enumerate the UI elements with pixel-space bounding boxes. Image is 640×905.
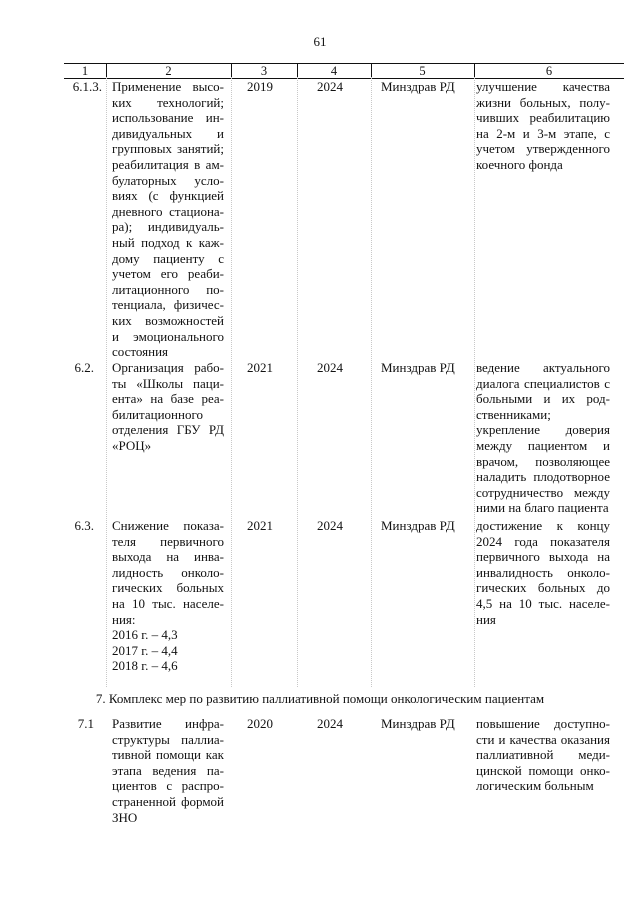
activity-line: использование ин-: [112, 110, 224, 126]
activity-line: циентов с распро-: [112, 778, 224, 794]
section-heading: 7. Комплекс мер по развитию паллиативной помощи онкологическим пациентам: [95, 691, 545, 706]
activity-line: реабилитация в ам-: [112, 156, 224, 172]
executor: Минздрав РД: [381, 716, 455, 731]
activity-line: литационного по-: [112, 281, 224, 297]
column-divider: [106, 77, 107, 687]
activity-line: выхода на инва-: [112, 549, 224, 565]
result-line: диалога специалистов с: [476, 375, 610, 391]
activity-line: и эмоционального: [112, 328, 224, 344]
result-line: паллиативной меди-: [476, 747, 610, 763]
activity-line: билитационного: [112, 406, 203, 422]
activity-line: ния:: [112, 611, 136, 627]
activity-line: отделения ГБУ РД: [112, 422, 224, 438]
start-year: 2021: [247, 360, 273, 375]
result-line: ними на благо пациента: [476, 500, 609, 516]
activity-line: булаторных усло-: [112, 172, 224, 188]
end-year: 2024: [317, 518, 343, 533]
activity-line: на 10 тыс. населе-: [112, 595, 224, 611]
activity-line: ких технологий;: [112, 94, 224, 110]
result-line: наладить плодотворное: [476, 469, 610, 485]
result-line: повышение доступно-: [476, 716, 610, 731]
activity-cell: [112, 716, 224, 825]
activity-line: тенциала, физичес-: [112, 297, 224, 313]
result-line: на 2-м и 3-м этапе, с: [476, 125, 610, 141]
activity-line: этапа ведения па-: [112, 762, 224, 778]
result-cell: [476, 360, 610, 516]
column-divider: [297, 77, 298, 687]
header-col-6: 6: [545, 64, 553, 78]
page-number: 61: [313, 34, 327, 49]
activity-line: дому пациенту с: [112, 250, 224, 266]
start-year: 2021: [247, 518, 273, 533]
activity-line: ких возможностей: [112, 312, 224, 328]
result-line: ственниками;: [476, 406, 551, 422]
end-year: 2024: [317, 79, 343, 94]
result-line: сти и качества оказания: [476, 731, 610, 747]
activity-line: гических больных: [112, 580, 224, 596]
header-col-2: 2: [106, 64, 232, 78]
executor: Минздрав РД: [381, 79, 455, 94]
activity-line: 2018 г. – 4,6: [112, 658, 178, 674]
executor: Минздрав РД: [381, 518, 455, 533]
activity-line: «РОЦ»: [112, 437, 152, 453]
header-col-3: 3: [231, 64, 298, 78]
result-line: ведение актуального: [476, 360, 610, 375]
result-line: 2024 года показателя: [476, 533, 610, 549]
result-line: логическим больным: [476, 778, 594, 794]
column-divider: [231, 77, 232, 687]
result-line: достижение к концу: [476, 518, 610, 533]
activity-line: страненной формой: [112, 793, 224, 809]
result-line: больными и их род-: [476, 391, 610, 407]
activity-line: виях (с функцией: [112, 188, 224, 204]
result-line: сотрудничество между: [476, 484, 610, 500]
end-year: 2024: [317, 360, 343, 375]
result-line: цинской помощи онко-: [476, 762, 610, 778]
start-year: 2020: [247, 716, 273, 731]
activity-line: ра); индивидуаль-: [112, 219, 224, 235]
activity-line: ты «Школы паци-: [112, 375, 224, 391]
row-number: 6.3.: [74, 518, 94, 533]
header-col-5: 5: [371, 64, 475, 78]
result-line: гических больных до: [476, 580, 610, 596]
result-line: врачом, позволяющее: [476, 453, 610, 469]
activity-line: состояния: [112, 344, 168, 360]
column-divider: [371, 77, 372, 687]
activity-line: дивидуальных и: [112, 125, 224, 141]
activity-line: ЗНО: [112, 809, 138, 825]
activity-cell: [112, 79, 224, 360]
header-col-4: 4: [297, 64, 372, 78]
start-year: 2019: [247, 79, 273, 94]
activity-line: ента» на базе реа-: [112, 391, 224, 407]
result-line: укрепление доверия: [476, 422, 610, 438]
row-number: 7.1: [77, 716, 94, 731]
result-line: между пациентом и: [476, 437, 610, 453]
activity-line: групповых занятий;: [112, 141, 224, 157]
result-cell: [476, 79, 610, 173]
activity-line: Снижение показа-: [112, 518, 224, 533]
executor: Минздрав РД: [381, 360, 455, 375]
activity-line: тивной помощи как: [112, 747, 224, 763]
activity-line: учетом его реаби-: [112, 266, 224, 282]
end-year: 2024: [317, 716, 343, 731]
row-number: 6.2.: [74, 360, 94, 375]
activity-line: 2017 г. – 4,4: [112, 642, 178, 658]
activity-line: структуры паллиа-: [112, 731, 224, 747]
result-cell: [476, 518, 610, 627]
activity-line: дневного стациона-: [112, 203, 224, 219]
row-number: 6.1.3.: [72, 79, 102, 94]
result-line: чивших реабилитацию: [476, 110, 610, 126]
column-divider: [474, 77, 475, 687]
activity-line: Организация рабо-: [112, 360, 224, 375]
result-line: коечного фонда: [476, 156, 563, 172]
result-cell: [476, 716, 610, 794]
activity-cell: [112, 518, 224, 674]
activity-line: лидность онколо-: [112, 564, 224, 580]
activity-cell: [112, 360, 224, 454]
table-header: [64, 63, 624, 79]
activity-line: Развитие инфра-: [112, 716, 224, 731]
result-line: первичного выхода на: [476, 549, 610, 565]
result-line: жизни больных, полу-: [476, 94, 610, 110]
activity-line: теля первичного: [112, 533, 224, 549]
activity-line: Применение высо-: [112, 79, 224, 94]
result-line: улучшение качества: [476, 79, 610, 94]
result-line: инвалидность онколо-: [476, 564, 610, 580]
result-line: учетом утвержденного: [476, 141, 610, 157]
activity-line: ный подход к каж-: [112, 234, 224, 250]
header-col-1: 1: [64, 64, 107, 78]
result-line: ния: [476, 611, 496, 627]
result-line: 4,5 на 10 тыс. населе-: [476, 595, 610, 611]
activity-line: 2016 г. – 4,3: [112, 627, 178, 643]
